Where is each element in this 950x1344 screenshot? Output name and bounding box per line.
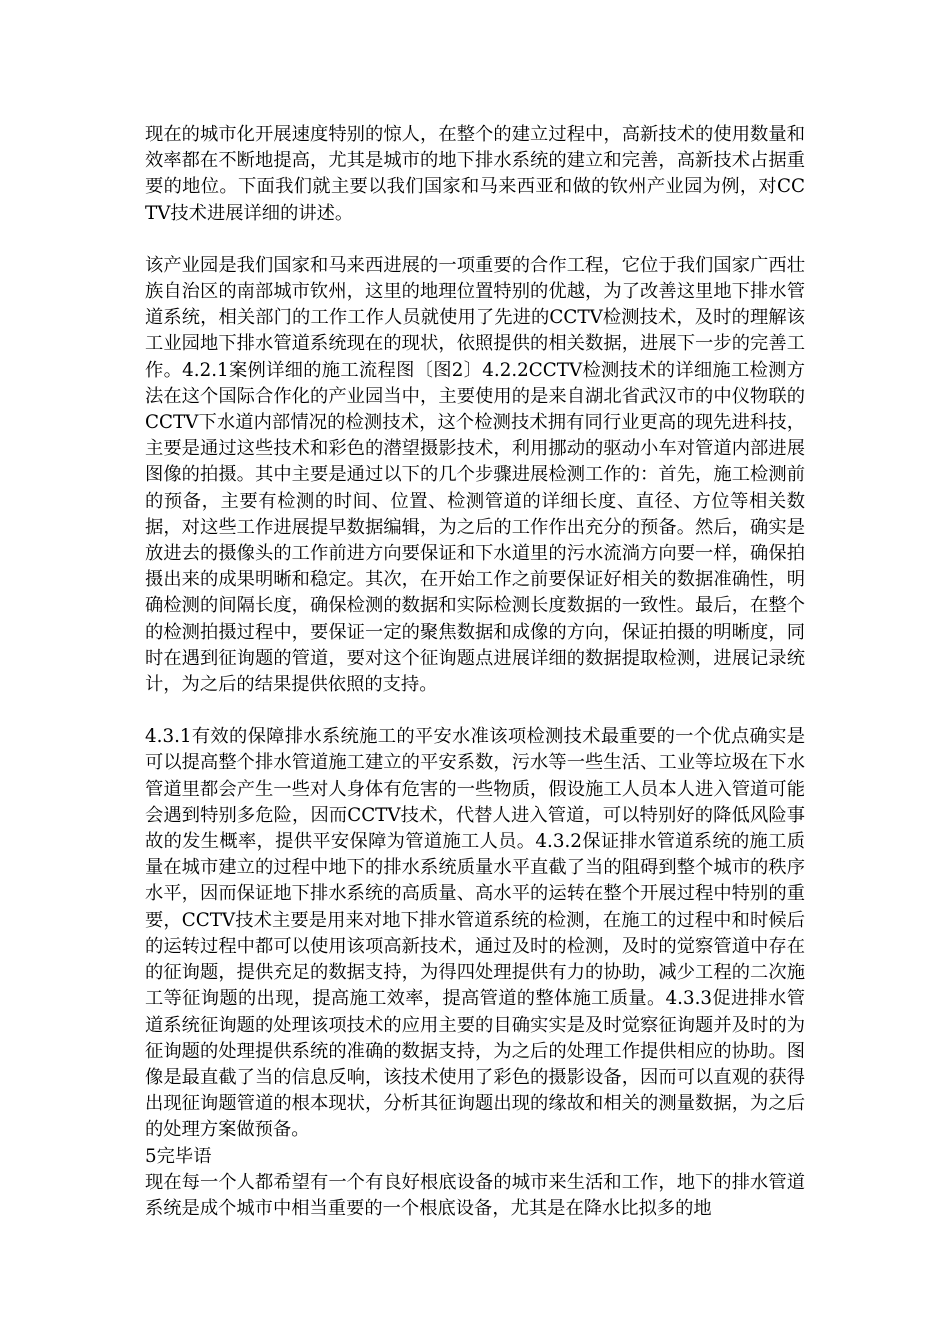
document-body <box>145 122 805 1222</box>
paragraph-industrial-park: 该产业园是我们国家和马来西进展的一项重要的合作工程，它位于我们国家广西壮族自治区的南部城市钦州，这里的地理位置特别的优越，为了改善这里地下排水管道系统，相关部门的工作工作人员就使用了先进的CCTV检测技术，及时的理解该工业园地下排水管道系统现在的现状，依照提供的相关数据，进展下一步的完善工作。4.2.1案例详细的施工流程图〔图2〕4.2.2CCTV检测技术的详细施工检测方法在这个国际合作化的产业园当中，主要使用的是来自湖北省武汉市的中仪物联的CCTV下水道内部情况的检测技术，这个检测技术拥有同行业更高的现先进科技，主要是通过这些技术和彩色的潜望摄影技术，利用挪动的驱动小车对管道内部进展图像的拍摄。其中主要是通过以下的几个步骤进展检测工作的：首先，施工检测前的预备，主要有检测的时间、位置、检测管道的详细长度、直径、方位等相关数据，对这些工作进展提早数据编辑，为之后的工作作出充分的预备。然后，确实是放进去的摄像头的工作前进方向要保证和下水道里的污水流淌方向要一样，确保拍摄出来的成果明晰和稳定。其次，在开始工作之前要保证好相关的数据准确性，明确检测的间隔长度，确保检测的数据和实际检测长度数据的一致性。最后，在整个的检测拍摄过程中，要保证一定的聚焦数据和成像的方向，保证拍摄的明晰度，同时在遇到征询题的管道，要对这个征询题点进展详细的数据提取检测，进展记录统计，为之后的结果提供依照的支持。 <box>145 254 805 696</box>
paragraph-gap <box>145 698 805 724</box>
paragraph-conclusion: 现在每一个人都希望有一个有良好根底设备的城市来生活和工作，地下的排水管道系统是成个城市中相当重要的一个根底设备，尤其是在降水比拟多的地 <box>145 1171 805 1219</box>
paragraph-gap <box>145 227 805 253</box>
paragraph-intro: 现在的城市化开展速度特别的惊人，在整个的建立过程中，高新技术的使用数量和效率都在不断地提高，尤其是城市的地下排水系统的建立和完善，高新技术占据重要的地位。下面我们就主要以我们国家和马来西亚和做的钦州产业园为例，对CCTV技术进展详细的讲述。 <box>145 124 805 224</box>
section-heading-conclusion: 5完毕语 <box>145 1145 212 1167</box>
paragraph-advantages: 4.3.1有效的保障排水系统施工的平安水准该项检测技术最重要的一个优点确实是可以提高整个排水管道施工建立的平安系数，污水等一些生活、工业等垃圾在下水管道里都会产生一些对人身体有危害的一些物质，假设施工人员本人进入管道可能会遇到特别多危险，因而CCTV技术，代替人进入管道，可以特别好的降低风险事故的发生概率，提供平安保障为管道施工人员。4.3.2保证排水管道系统的施工质量在城市建立的过程中地下的排水系统质量水平直截了当的阻碍到整个城市的秩序水平，因而保证地下排水系统的高质量、高水平的运转在整个开展过程中特别的重要，CCTV技术主要是用来对地下排水管道系统的检测，在施工的过程中和时候后的运转过程中都可以使用该项高新技术，通过及时的检测，及时的觉察管道中存在的征询题，提供充足的数据支持，为得四处理提供有力的协助，减少工程的二次施工等征询题的出现，提高施工效率，提高管道的整体施工质量。4.3.3促进排水管道系统征询题的处理该项技术的应用主要的目确实实是及时觉察征询题并及时的为征询题的处理提供系统的准确的数据支持，为之后的处理工作提供相应的协助。图像是最直截了当的信息反响，该技术使用了彩色的摄影设备，因而可以直观的获得出现征询题管道的根本现状，分析其征询题出现的缘故和相关的测量数据，为之后的处理方案做预备。 <box>145 726 805 1141</box>
